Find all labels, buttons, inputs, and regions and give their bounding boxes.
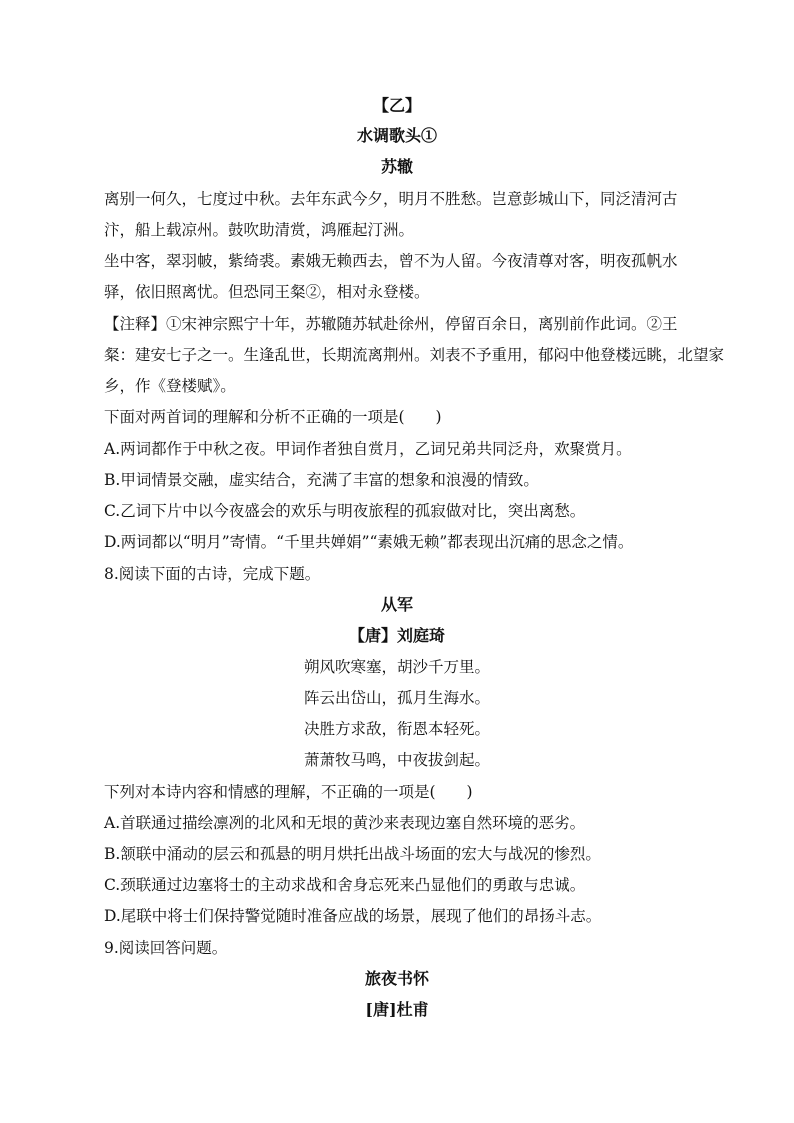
poem-verse: 阵云出岱山，孤月生海水。: [303, 689, 490, 707]
poem-text-line: 离别一何久，七度过中秋。去年东武今夕，明月不胜愁。岂意彭城山下，同泛清河古: [104, 190, 678, 208]
poem-text-line: 坐中客，翠羽帔，紫绮裘。素娥无赖西去，曾不为人留。今夜清尊对客，明夜孤帆水: [104, 252, 678, 270]
section-label: 【乙】: [372, 96, 421, 115]
poem-title: 旅夜书怀: [364, 969, 429, 988]
answer-option: D.尾联中将士们保持警觉随时准备应战的场景，展现了他们的昂扬斗志。: [104, 907, 602, 925]
answer-option: B.甲词情景交融，虚实结合，充满了丰富的想象和浪漫的情致。: [104, 471, 539, 489]
answer-option: D.两词都以“明月”寄情。“千里共婵娟”“素娥无赖”都表现出沉痛的思念之情。: [104, 533, 634, 551]
poem-verse: 决胜方求敌，衔恩本轻死。: [303, 720, 490, 738]
poem-author: 苏辙: [380, 157, 413, 176]
poem-author: [唐]杜甫: [365, 1000, 429, 1019]
annotation-line: 粲：建安七子之一。生逢乱世，长期流离荆州。刘表不予重用，郁闷中他登楼远眺，北望家: [104, 346, 725, 364]
question-text: 下列对本诗内容和情感的理解，不正确的一项是( ): [104, 783, 473, 801]
poem-text-line: 汴，船上载凉州。鼓吹助清赏，鸿雁起汀洲。: [104, 221, 415, 239]
question-prompt: 8.阅读下面的古诗，完成下题。: [104, 565, 321, 583]
poem-title: 水调歌头①: [356, 126, 437, 145]
answer-option: A.两词都作于中秋之夜。甲词作者独自赏月，乙词兄弟共同泛舟，欢聚赏月。: [104, 440, 632, 458]
answer-option: B.颔联中涌动的层云和孤悬的明月烘托出战斗场面的宏大与战况的惨烈。: [104, 845, 601, 863]
poem-verse: 朔风吹寒塞，胡沙千万里。: [303, 658, 490, 676]
poem-title: 从军: [380, 595, 413, 614]
answer-option: C.乙词下片中以今夜盛会的欢乐与明夜旅程的孤寂做对比，突出离愁。: [104, 502, 586, 520]
poem-text-line: 驿，依旧照离忧。但恐同王粲②，相对永登楼。: [104, 283, 430, 301]
poem-author: 【唐】刘庭琦: [348, 626, 445, 645]
answer-option: C.颈联通过边塞将士的主动求战和舍身忘死来凸显他们的勇敢与忠诚。: [104, 876, 586, 894]
question-text: 下面对两首词的理解和分析不正确的一项是( ): [104, 408, 442, 426]
poem-verse: 萧萧牧马鸣，中夜拔剑起。: [303, 751, 490, 769]
answer-option: A.首联通过描绘凛冽的北风和无垠的黄沙来表现边塞自然环境的恶劣。: [104, 814, 586, 832]
question-prompt: 9.阅读回答问题。: [104, 939, 228, 957]
annotation-line: 【注释】①宋神宗熙宁十年，苏辙随苏轼赴徐州，停留百余日，离别前作此词。②王: [104, 315, 678, 333]
annotation-line: 乡，作《登楼赋》。: [104, 377, 236, 395]
